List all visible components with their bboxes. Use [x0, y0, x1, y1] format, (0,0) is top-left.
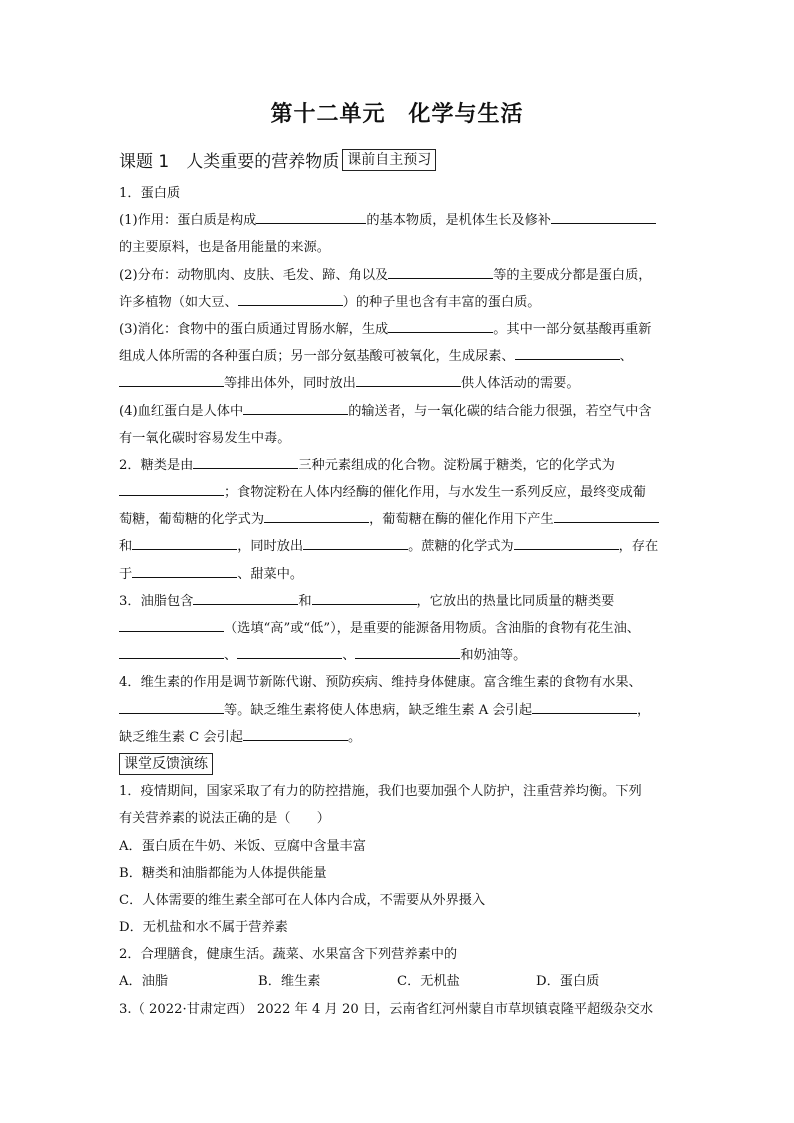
q1-line — [119, 207, 679, 234]
fill-blank[interactable] — [303, 534, 408, 550]
q1-line — [119, 343, 679, 370]
text: 、 — [619, 349, 633, 365]
fill-blank[interactable] — [554, 507, 659, 523]
fill-blank[interactable] — [515, 344, 620, 360]
unit-title: 第十二单元 化学与生活 — [270, 102, 524, 127]
text: 等。缺乏维生素将使人体患病，缺乏维生素 A 会引起 — [224, 702, 533, 718]
text: 组成人体所需的各种蛋白质；另一部分氨基酸可被氧化，生成尿素、 — [119, 349, 515, 365]
q3-line — [119, 615, 679, 642]
fill-blank[interactable] — [514, 534, 619, 550]
q1-line — [119, 289, 679, 316]
text: 许多植物（如大豆、 — [119, 294, 238, 310]
text: 、 — [224, 648, 238, 664]
text: 、 — [342, 648, 356, 664]
fill-blank[interactable] — [256, 208, 366, 224]
fill-blank[interactable] — [119, 698, 224, 714]
fill-blank[interactable] — [132, 534, 237, 550]
q3-line — [119, 642, 679, 669]
text: ，它放出的热量比同质量的糖类要 — [416, 593, 615, 609]
fill-blank[interactable] — [238, 290, 343, 306]
text: 的基本物质，是机体生长及修补 — [366, 213, 551, 229]
fill-blank[interactable] — [119, 643, 224, 659]
fill-blank[interactable] — [388, 263, 493, 279]
text: 三种元素组成的化合物。淀粉属于糖类，它的化学式为 — [298, 457, 615, 473]
option-d[interactable]: D．蛋白质 — [536, 974, 600, 990]
option-a[interactable]: A．蛋白质在牛奶、米饭、豆腐中含量丰富 — [119, 838, 366, 854]
text: 。蔗糖的化学式为 — [408, 539, 514, 555]
fill-blank[interactable] — [243, 399, 348, 415]
q1-head: 1．蛋白质 — [119, 186, 181, 201]
text: ，同时放出 — [237, 539, 304, 555]
fill-blank[interactable] — [132, 562, 237, 578]
q2-line — [119, 506, 679, 533]
q2-line — [119, 533, 679, 560]
text: 等排出体外，同时放出 — [224, 376, 356, 392]
text: ，葡萄糖在酶的催化作用下产生 — [369, 512, 554, 528]
fill-blank[interactable] — [193, 453, 298, 469]
fill-blank[interactable] — [119, 480, 224, 496]
fill-blank[interactable] — [355, 643, 460, 659]
text: 3．油脂包含 — [119, 593, 194, 609]
text: 2．糖类是由 — [119, 457, 194, 473]
text: 于 — [119, 566, 133, 582]
option-b[interactable]: B．糖类和油脂都能为人体提供能量 — [119, 865, 327, 881]
q1-line — [119, 316, 679, 343]
text: ， — [637, 702, 651, 718]
q1-line — [119, 262, 679, 289]
option-c[interactable]: C．无机盐 — [397, 974, 460, 990]
practice-heading-line — [119, 751, 679, 778]
text: ）的种子里也含有丰富的蛋白质。 — [342, 294, 541, 310]
text: ；食物淀粉在人体内经酶的催化作用，与水发生一系列反应，最终变成葡 — [224, 485, 646, 501]
fill-blank[interactable] — [356, 371, 461, 387]
q2-line — [119, 452, 679, 479]
text: 。其中一部分氨基酸再重新 — [493, 321, 652, 337]
fill-blank[interactable] — [264, 507, 369, 523]
text: 供人体活动的需要。 — [460, 376, 580, 392]
practice-q3-stem: 3.（ 2022·甘肃定西） 2022 年 4 月 20 日，云南省红河州蒙自市草坝镇袁隆平超级杂交水 — [119, 1001, 654, 1017]
q1-line: 有一氧化碳时容易发生中毒。 — [119, 430, 291, 446]
option-c[interactable]: C．人体需要的维生素全部可在人体内合成，不需要从外界摄入 — [119, 892, 486, 908]
q4-line: 4．维生素的作用是调节新陈代谢、预防疾病、维持身体健康。富含维生素的食物有水果、 — [119, 675, 642, 691]
text: 的输送者，与一氧化碳的结合能力很强，若空气中含 — [348, 403, 652, 419]
fill-blank[interactable] — [237, 643, 342, 659]
practice-q2-options — [119, 968, 679, 995]
text: （选填“高”或“低”），是重要的能源备用物质。含油脂的食物有花生油、 — [224, 621, 640, 636]
q1-line — [119, 370, 679, 397]
text: (1)作用：蛋白质是构成 — [119, 213, 257, 229]
fill-blank[interactable] — [532, 698, 637, 714]
text: (2)分布：动物肌肉、皮肤、毛发、蹄、角以及 — [119, 267, 389, 283]
text: 萄糖，葡萄糖的化学式为 — [119, 512, 265, 528]
lesson-heading — [119, 147, 436, 172]
option-a[interactable]: A．油脂 — [119, 974, 169, 990]
text: 和奶油等。 — [460, 648, 527, 664]
option-b[interactable]: B．维生素 — [258, 974, 321, 990]
text: 缺乏维生素 C 会引起 — [119, 729, 243, 745]
practice-section-label: 课堂反馈演练 — [119, 753, 213, 775]
fill-blank[interactable] — [551, 208, 656, 224]
text: 等的主要成分都是蛋白质， — [493, 267, 652, 283]
preview-section-label: 课前自主预习 — [342, 149, 436, 171]
practice-q1-stem: 有关营养素的说法正确的是（ ） — [119, 811, 330, 827]
q2-line — [119, 479, 679, 506]
q4-line — [119, 724, 679, 751]
worksheet-content — [119, 180, 679, 1023]
q1-line — [119, 398, 679, 425]
practice-q2-stem: 2．合理膳食，健康生活。蔬菜、水果富含下列营养素中的 — [119, 947, 458, 963]
q1-line: 的主要原料，也是备用能量的来源。 — [119, 240, 330, 256]
fill-blank[interactable] — [193, 589, 298, 605]
lesson-title: 课题 1 人类重要的营养物质 — [119, 152, 340, 172]
q4-line — [119, 697, 679, 724]
text: (3)消化：食物中的蛋白质通过胃肠水解，生成 — [119, 321, 389, 337]
q3-line — [119, 588, 679, 615]
text: 。 — [347, 729, 362, 745]
q2-line — [119, 561, 679, 588]
text: 和 — [298, 593, 312, 609]
fill-blank[interactable] — [243, 725, 348, 741]
practice-q1-stem: 1．疫情期间，国家采取了有力的防控措施，我们也要加强个人防护，注重营养均衡。下列 — [119, 784, 642, 800]
fill-blank[interactable] — [119, 616, 224, 632]
text: ，存在 — [618, 539, 659, 555]
option-d[interactable]: D．无机盐和水不属于营养素 — [119, 920, 288, 936]
fill-blank[interactable] — [312, 589, 417, 605]
fill-blank[interactable] — [119, 371, 224, 387]
text: (4)血红蛋白是人体中 — [119, 403, 244, 419]
fill-blank[interactable] — [388, 317, 493, 333]
text: 、甜菜中。 — [237, 566, 304, 582]
text: 和 — [119, 539, 133, 555]
